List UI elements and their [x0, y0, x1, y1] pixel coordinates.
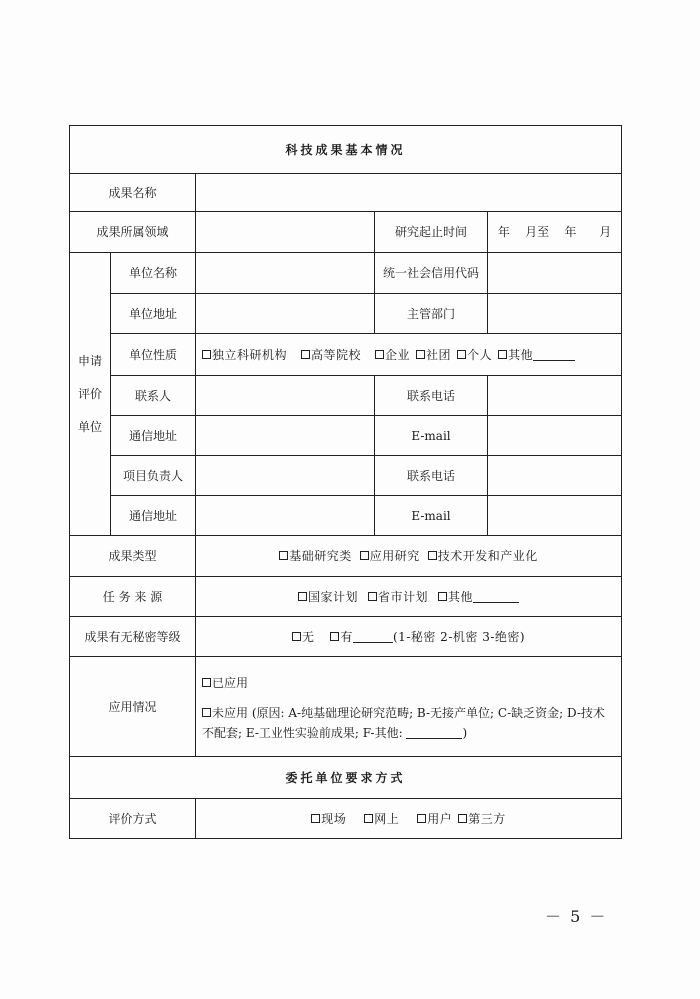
checkbox-applied-research[interactable]: 应用研究 — [360, 549, 420, 563]
checkbox-icon — [364, 814, 373, 823]
checkbox-icon — [375, 350, 384, 359]
checkbox-source-other[interactable]: 其他 — [438, 590, 473, 604]
unit-name-label: 单位名称 — [111, 253, 196, 294]
checkbox-icon — [498, 350, 507, 359]
checkbox-icon — [279, 551, 288, 560]
checkbox-provincial-plan[interactable]: 省市计划 — [368, 590, 428, 604]
checkbox-on-site[interactable]: 现场 — [311, 812, 346, 826]
other-blank[interactable] — [533, 360, 575, 361]
source-options — [196, 577, 622, 617]
checkbox-third-party[interactable]: 第三方 — [458, 812, 506, 826]
checkbox-other[interactable]: 其他 — [498, 348, 533, 362]
side-label-1: 申请 — [77, 353, 102, 368]
period-label: 研究起止时间 — [375, 212, 488, 253]
checkbox-icon — [368, 592, 377, 601]
secret-level-blank[interactable] — [353, 642, 393, 643]
checkbox-icon — [202, 678, 211, 687]
leader-field[interactable] — [196, 456, 375, 496]
checkbox-research-institute[interactable]: 独立科研机构 — [202, 348, 287, 362]
secret-options — [196, 617, 622, 657]
checkbox-no-secret[interactable]: 无 — [292, 630, 315, 644]
checkbox-not-applied[interactable]: 未应用 (原因: A-纯基础理论研究范畴; B-无接产单位; C-缺乏资金; D-技术不配套; E-工业性实验前成果; F-其他: ) — [202, 705, 605, 740]
mail-address2-field[interactable] — [196, 496, 375, 536]
checkbox-icon — [330, 632, 339, 641]
checkbox-icon — [292, 632, 301, 641]
checkbox-has-secret[interactable]: 有 — [330, 630, 353, 644]
eval-method-options — [196, 799, 622, 839]
side-label-2: 评价 — [77, 386, 102, 401]
mail-address-field[interactable] — [196, 416, 375, 456]
checkbox-icon — [301, 350, 310, 359]
checkbox-association[interactable]: 社团 — [416, 348, 451, 362]
secret-label: 成果有无秘密等级 — [70, 617, 196, 657]
unit-type-options — [196, 334, 622, 376]
contact-field[interactable] — [196, 376, 375, 416]
checkbox-icon — [202, 708, 211, 717]
supervisor-field[interactable] — [488, 294, 622, 334]
unit-address-field[interactable] — [196, 294, 375, 334]
credit-code-field[interactable] — [488, 253, 622, 294]
mail-address2-label: 通信地址 — [111, 496, 196, 536]
period-value[interactable]: 年 月至 年 月 — [488, 212, 622, 253]
unit-type-label: 单位性质 — [111, 334, 196, 376]
checkbox-icon — [311, 814, 320, 823]
section-title-method: 委托单位要求方式 — [70, 757, 622, 799]
application-options — [196, 657, 622, 757]
supervisor-label: 主管部门 — [375, 294, 488, 334]
checkbox-icon — [416, 350, 425, 359]
other-reason-blank[interactable] — [406, 738, 462, 739]
applicant-side-label — [70, 253, 111, 536]
checkbox-tech-development[interactable]: 技术开发和产业化 — [428, 549, 538, 563]
checkbox-icon — [360, 551, 369, 560]
source-label: 任 务 来 源 — [70, 577, 196, 617]
secret-note: (1-秘密 2-机密 3-绝密) — [393, 629, 526, 644]
field-label: 成果所属领域 — [70, 212, 196, 253]
checkbox-icon — [202, 350, 211, 359]
checkbox-individual[interactable]: 个人 — [457, 348, 492, 362]
source-other-blank[interactable] — [473, 602, 519, 603]
checkbox-basic-research[interactable]: 基础研究类 — [279, 549, 352, 563]
field-input[interactable] — [196, 212, 375, 253]
email-field[interactable] — [488, 416, 622, 456]
side-label-3: 单位 — [77, 419, 102, 434]
achievement-name-label: 成果名称 — [70, 174, 196, 212]
checkbox-icon — [298, 592, 307, 601]
checkbox-icon — [428, 551, 437, 560]
eval-method-label: 评价方式 — [70, 799, 196, 839]
phone2-label: 联系电话 — [375, 456, 488, 496]
email2-label: E-mail — [375, 496, 488, 536]
leader-label: 项目负责人 — [111, 456, 196, 496]
checkbox-university[interactable]: 高等院校 — [301, 348, 361, 362]
phone-label: 联系电话 — [375, 376, 488, 416]
checkbox-enterprise[interactable]: 企业 — [375, 348, 410, 362]
type-options — [196, 536, 622, 577]
unit-name-field[interactable] — [196, 253, 375, 294]
checkbox-user[interactable]: 用户 — [417, 812, 452, 826]
page-number: － 5 － — [545, 907, 608, 926]
section-title-basic-info: 科技成果基本情况 — [70, 126, 622, 174]
checkbox-icon — [457, 350, 466, 359]
type-label: 成果类型 — [70, 536, 196, 577]
phone2-field[interactable] — [488, 456, 622, 496]
application-label: 应用情况 — [70, 657, 196, 757]
mail-address-label: 通信地址 — [111, 416, 196, 456]
contact-label: 联系人 — [111, 376, 196, 416]
checkbox-icon — [438, 592, 447, 601]
unit-address-label: 单位地址 — [111, 294, 196, 334]
email2-field[interactable] — [488, 496, 622, 536]
evaluation-form-table — [69, 125, 622, 839]
checkbox-national-plan[interactable]: 国家计划 — [298, 590, 358, 604]
achievement-name-field[interactable] — [196, 174, 622, 212]
checkbox-icon — [417, 814, 426, 823]
email-label: E-mail — [375, 416, 488, 456]
checkbox-icon — [458, 814, 467, 823]
checkbox-online[interactable]: 网上 — [364, 812, 399, 826]
phone-field[interactable] — [488, 376, 622, 416]
checkbox-applied[interactable]: 已应用 — [202, 673, 615, 693]
credit-code-label: 统一社会信用代码 — [375, 253, 488, 294]
